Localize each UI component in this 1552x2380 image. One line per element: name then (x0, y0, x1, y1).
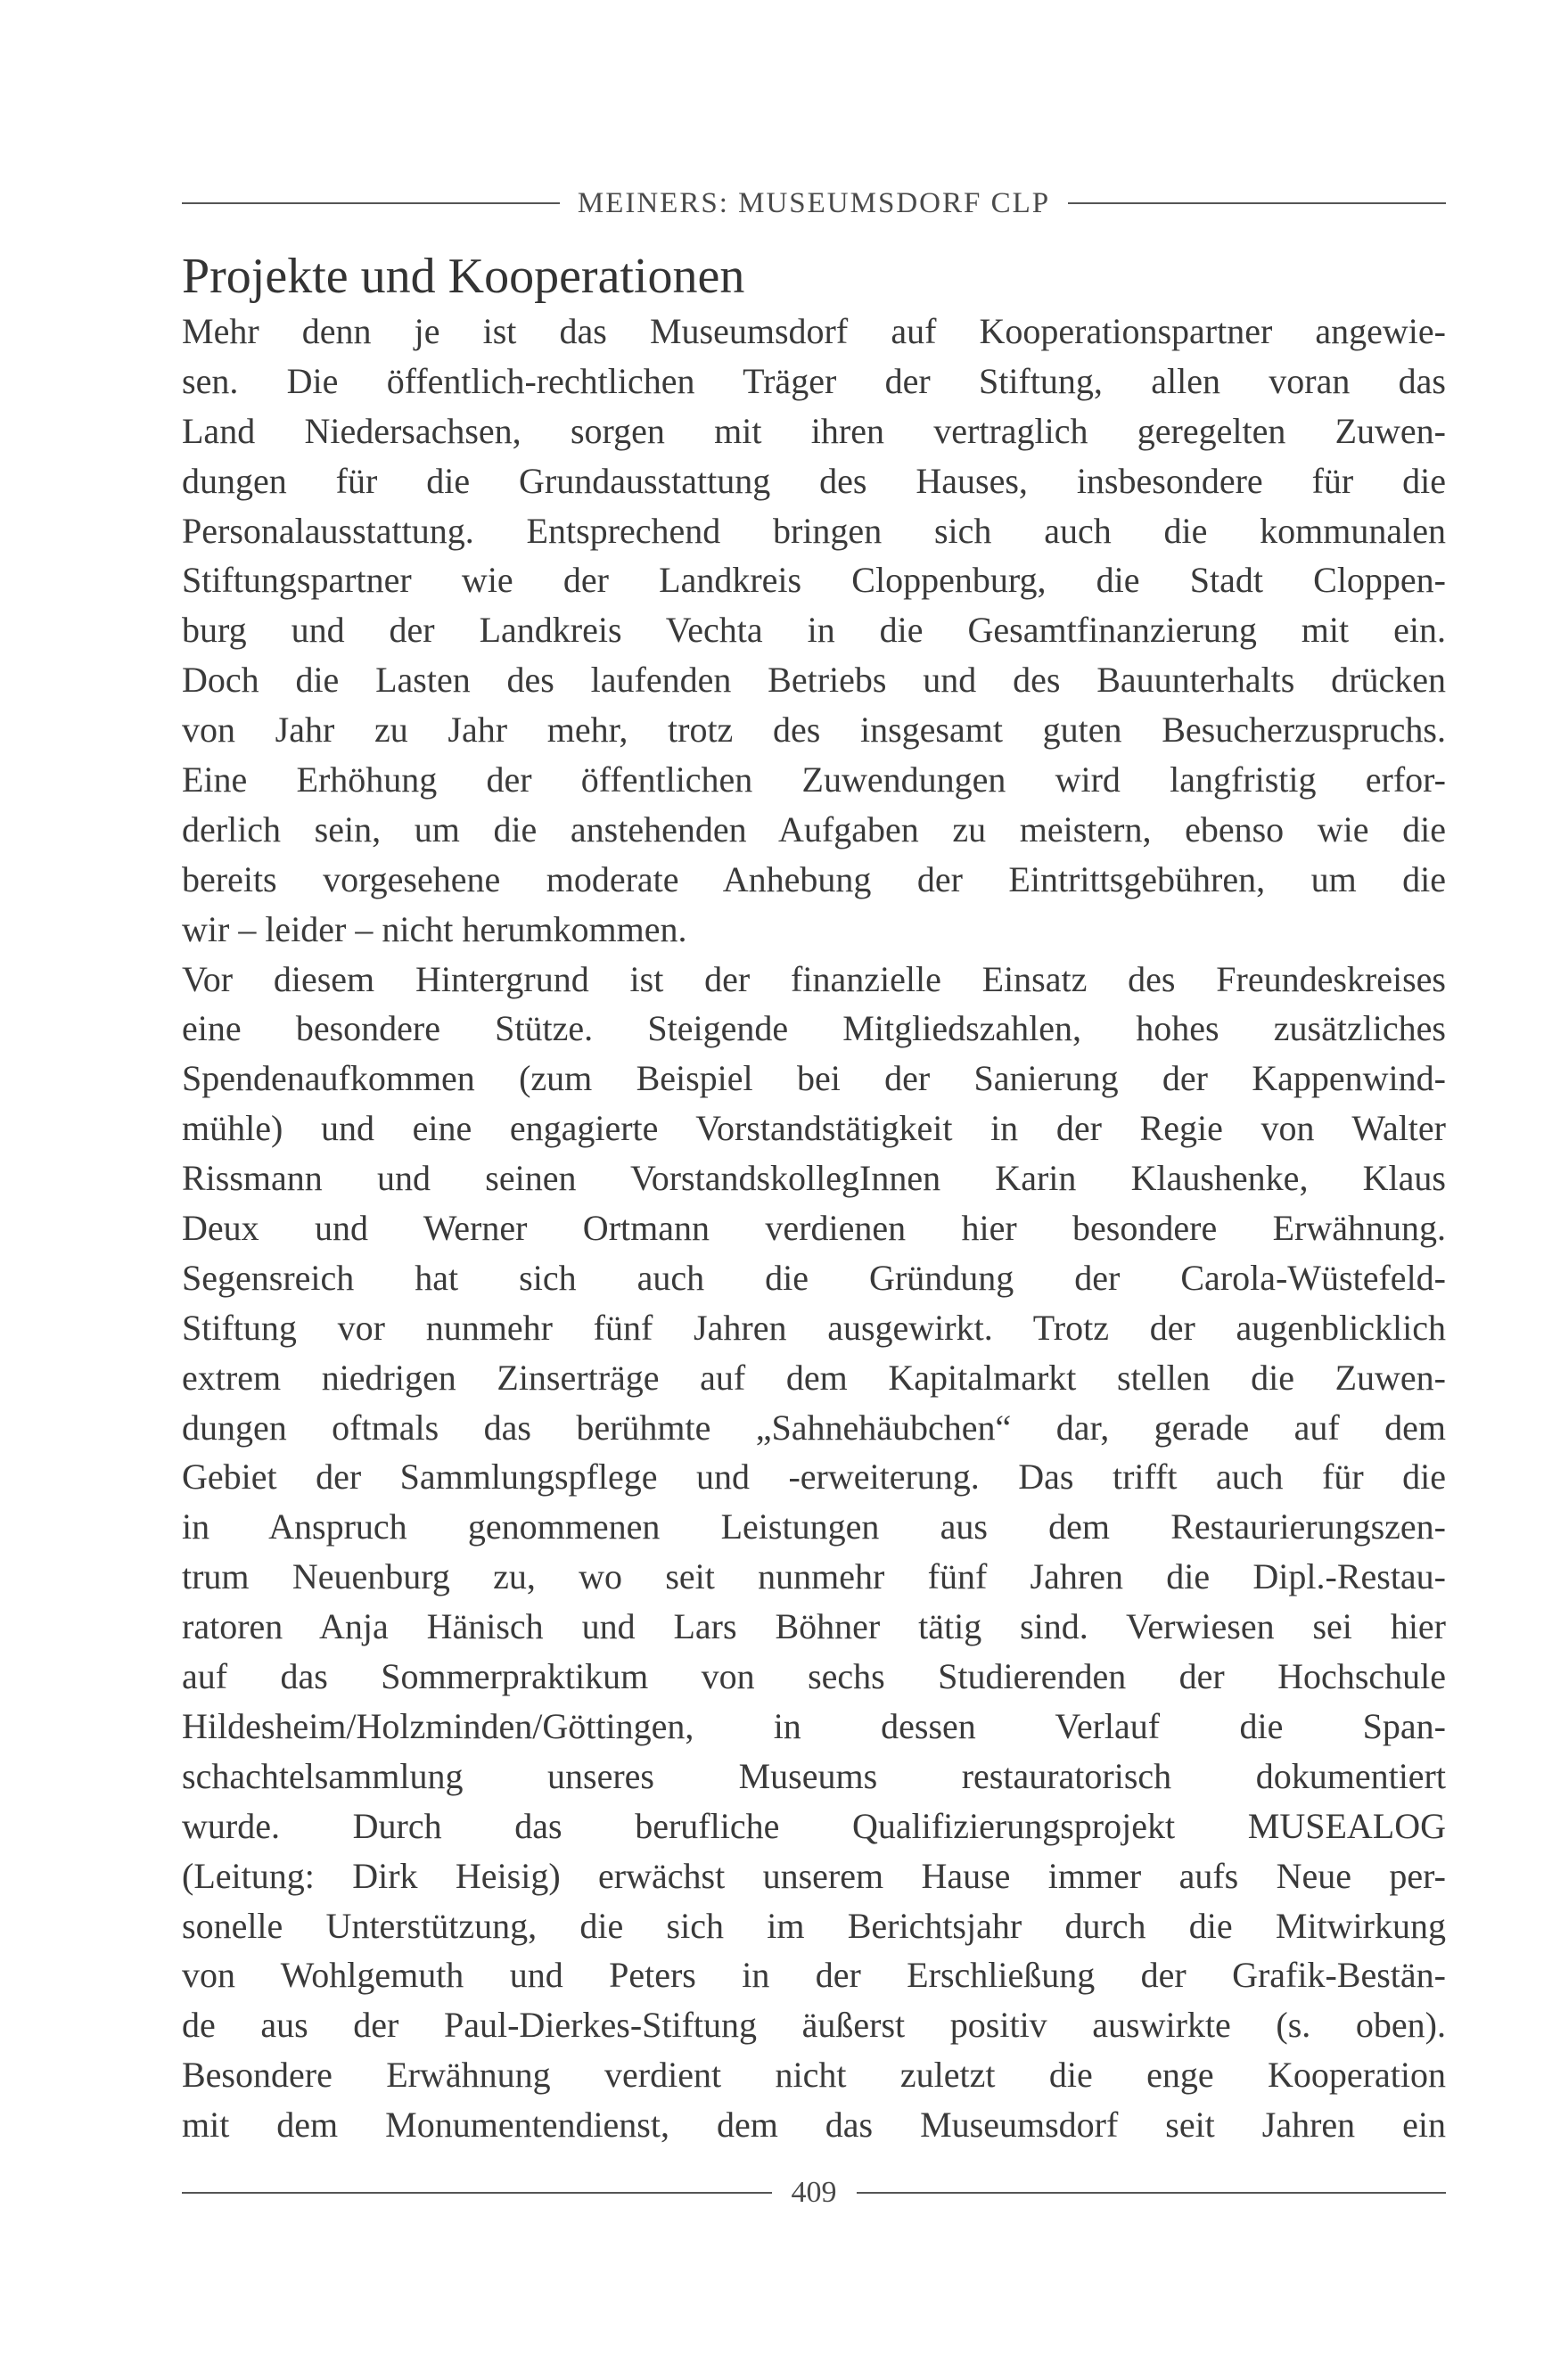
text-line: auf das Sommerpraktikum von sechs Studierenden der Hochschule (182, 1656, 1446, 1697)
text-line: eine besondere Stütze. Steigende Mitgliedszahlen, hohes zusätzliches (182, 1008, 1446, 1049)
text-line: Deux und Werner Ortmann verdienen hier besondere Erwähnung. (182, 1208, 1446, 1249)
running-head-title: MEINERS: MUSEUMSDORF CLP (577, 186, 1051, 219)
text-line: Vor diesem Hintergrund ist der finanzielle Einsatz des Freundeskreises (182, 958, 1446, 999)
section-heading: Projekte und Kooperationen (182, 249, 745, 304)
text-line: wurde. Durch das berufliche Qualifizierungsprojekt MUSEALOG (182, 1805, 1446, 1846)
running-head-rule-right (1068, 202, 1446, 204)
text-line: de aus der Paul-Dierkes-Stiftung äußerst positiv auswirkte (s. oben). (182, 2005, 1446, 2046)
text-line: mit dem Monumentendienst, dem das Museumsdorf seit Jahren ein (182, 2105, 1446, 2146)
text-line: (Leitung: Dirk Heisig) erwächst unserem Hause immer aufs Neue per- (182, 1855, 1446, 1896)
text-line: Hildesheim/Holzminden/Göttingen, in dessen Verlauf die Span- (182, 1705, 1446, 1746)
text-line: Doch die Lasten des laufenden Betriebs und des Bauunterhalts drücken (182, 660, 1446, 701)
text-line: Land Niedersachsen, sorgen mit ihren vertraglich geregelten Zuwen- (182, 410, 1446, 451)
text-line: Mehr denn je ist das Museumsdorf auf Kooperationspartner angewie- (182, 311, 1446, 351)
text-line: extrem niedrigen Zinserträge auf dem Kapitalmarkt stellen die Zuwen- (182, 1357, 1446, 1398)
text-line: Personalausstattung. Entsprechend bringen sich auch die kommunalen (182, 510, 1446, 551)
text-line: mühle) und eine engagierte Vorstandstätigkeit in der Regie von Walter (182, 1108, 1446, 1149)
text-line: in Anspruch genommenen Leistungen aus dem Restaurierungszen- (182, 1506, 1446, 1547)
text-line: Segensreich hat sich auch die Gründung der Carola-Wüstefeld- (182, 1257, 1446, 1298)
running-head-rule-left (182, 202, 560, 204)
page-footer (182, 2175, 1446, 2211)
text-line: Stiftungspartner wie der Landkreis Cloppenburg, die Stadt Cloppen- (182, 560, 1446, 601)
text-line: Stiftung vor nunmehr fünf Jahren ausgewirkt. Trotz der augenblicklich (182, 1307, 1446, 1348)
text-line: bereits vorgesehene moderate Anhebung der Eintrittsgebühren, um die (182, 858, 1446, 899)
running-head (182, 185, 1446, 221)
text-line: Gebiet der Sammlungspflege und -erweiterung. Das trifft auch für die (182, 1457, 1446, 1498)
footer-rule-left (182, 2192, 772, 2194)
text-line: Besondere Erwähnung verdient nicht zuletzt die enge Kooperation (182, 2055, 1446, 2096)
text-line: wir – leider – nicht herumkommen. (182, 908, 687, 949)
text-line: dungen oftmals das berühmte „Sahnehäubchen“ dar, gerade auf dem (182, 1407, 1446, 1448)
text-line: von Jahr zu Jahr mehr, trotz des insgesamt guten Besucherzuspruchs. (182, 710, 1446, 751)
text-line: Spendenaufkommen (zum Beispiel bei der Sanierung der Kappenwind- (182, 1058, 1446, 1099)
text-line: sonelle Unterstützung, die sich im Berichtsjahr durch die Mitwirkung (182, 1905, 1446, 1946)
text-line: Rissmann und seinen VorstandskollegInnen Karin Klaushenke, Klaus (182, 1158, 1446, 1199)
text-line: trum Neuenburg zu, wo seit nunmehr fünf Jahren die Dipl.-Restau- (182, 1556, 1446, 1597)
footer-rule-right (857, 2192, 1447, 2194)
text-line: Eine Erhöhung der öffentlichen Zuwendungen wird langfristig erfor- (182, 759, 1446, 800)
text-line: sen. Die öffentlich-rechtlichen Träger der Stiftung, allen voran das (182, 360, 1446, 401)
text-line: derlich sein, um die anstehenden Aufgaben zu meistern, ebenso wie die (182, 808, 1446, 849)
text-line: ratoren Anja Hänisch und Lars Böhner tätig sind. Verwiesen sei hier (182, 1606, 1446, 1647)
text-line: schachtelsammlung unseres Museums restauratorisch dokumentiert (182, 1755, 1446, 1796)
text-line: von Wohlgemuth und Peters in der Erschließung der Grafik-Bestän- (182, 1955, 1446, 1996)
body-text (182, 307, 1446, 2150)
text-line: burg und der Landkreis Vechta in die Gesamtfinanzierung mit ein. (182, 610, 1446, 651)
page-number: 409 (791, 2176, 837, 2209)
text-line: dungen für die Grundausstattung des Hauses, insbesondere für die (182, 460, 1446, 501)
